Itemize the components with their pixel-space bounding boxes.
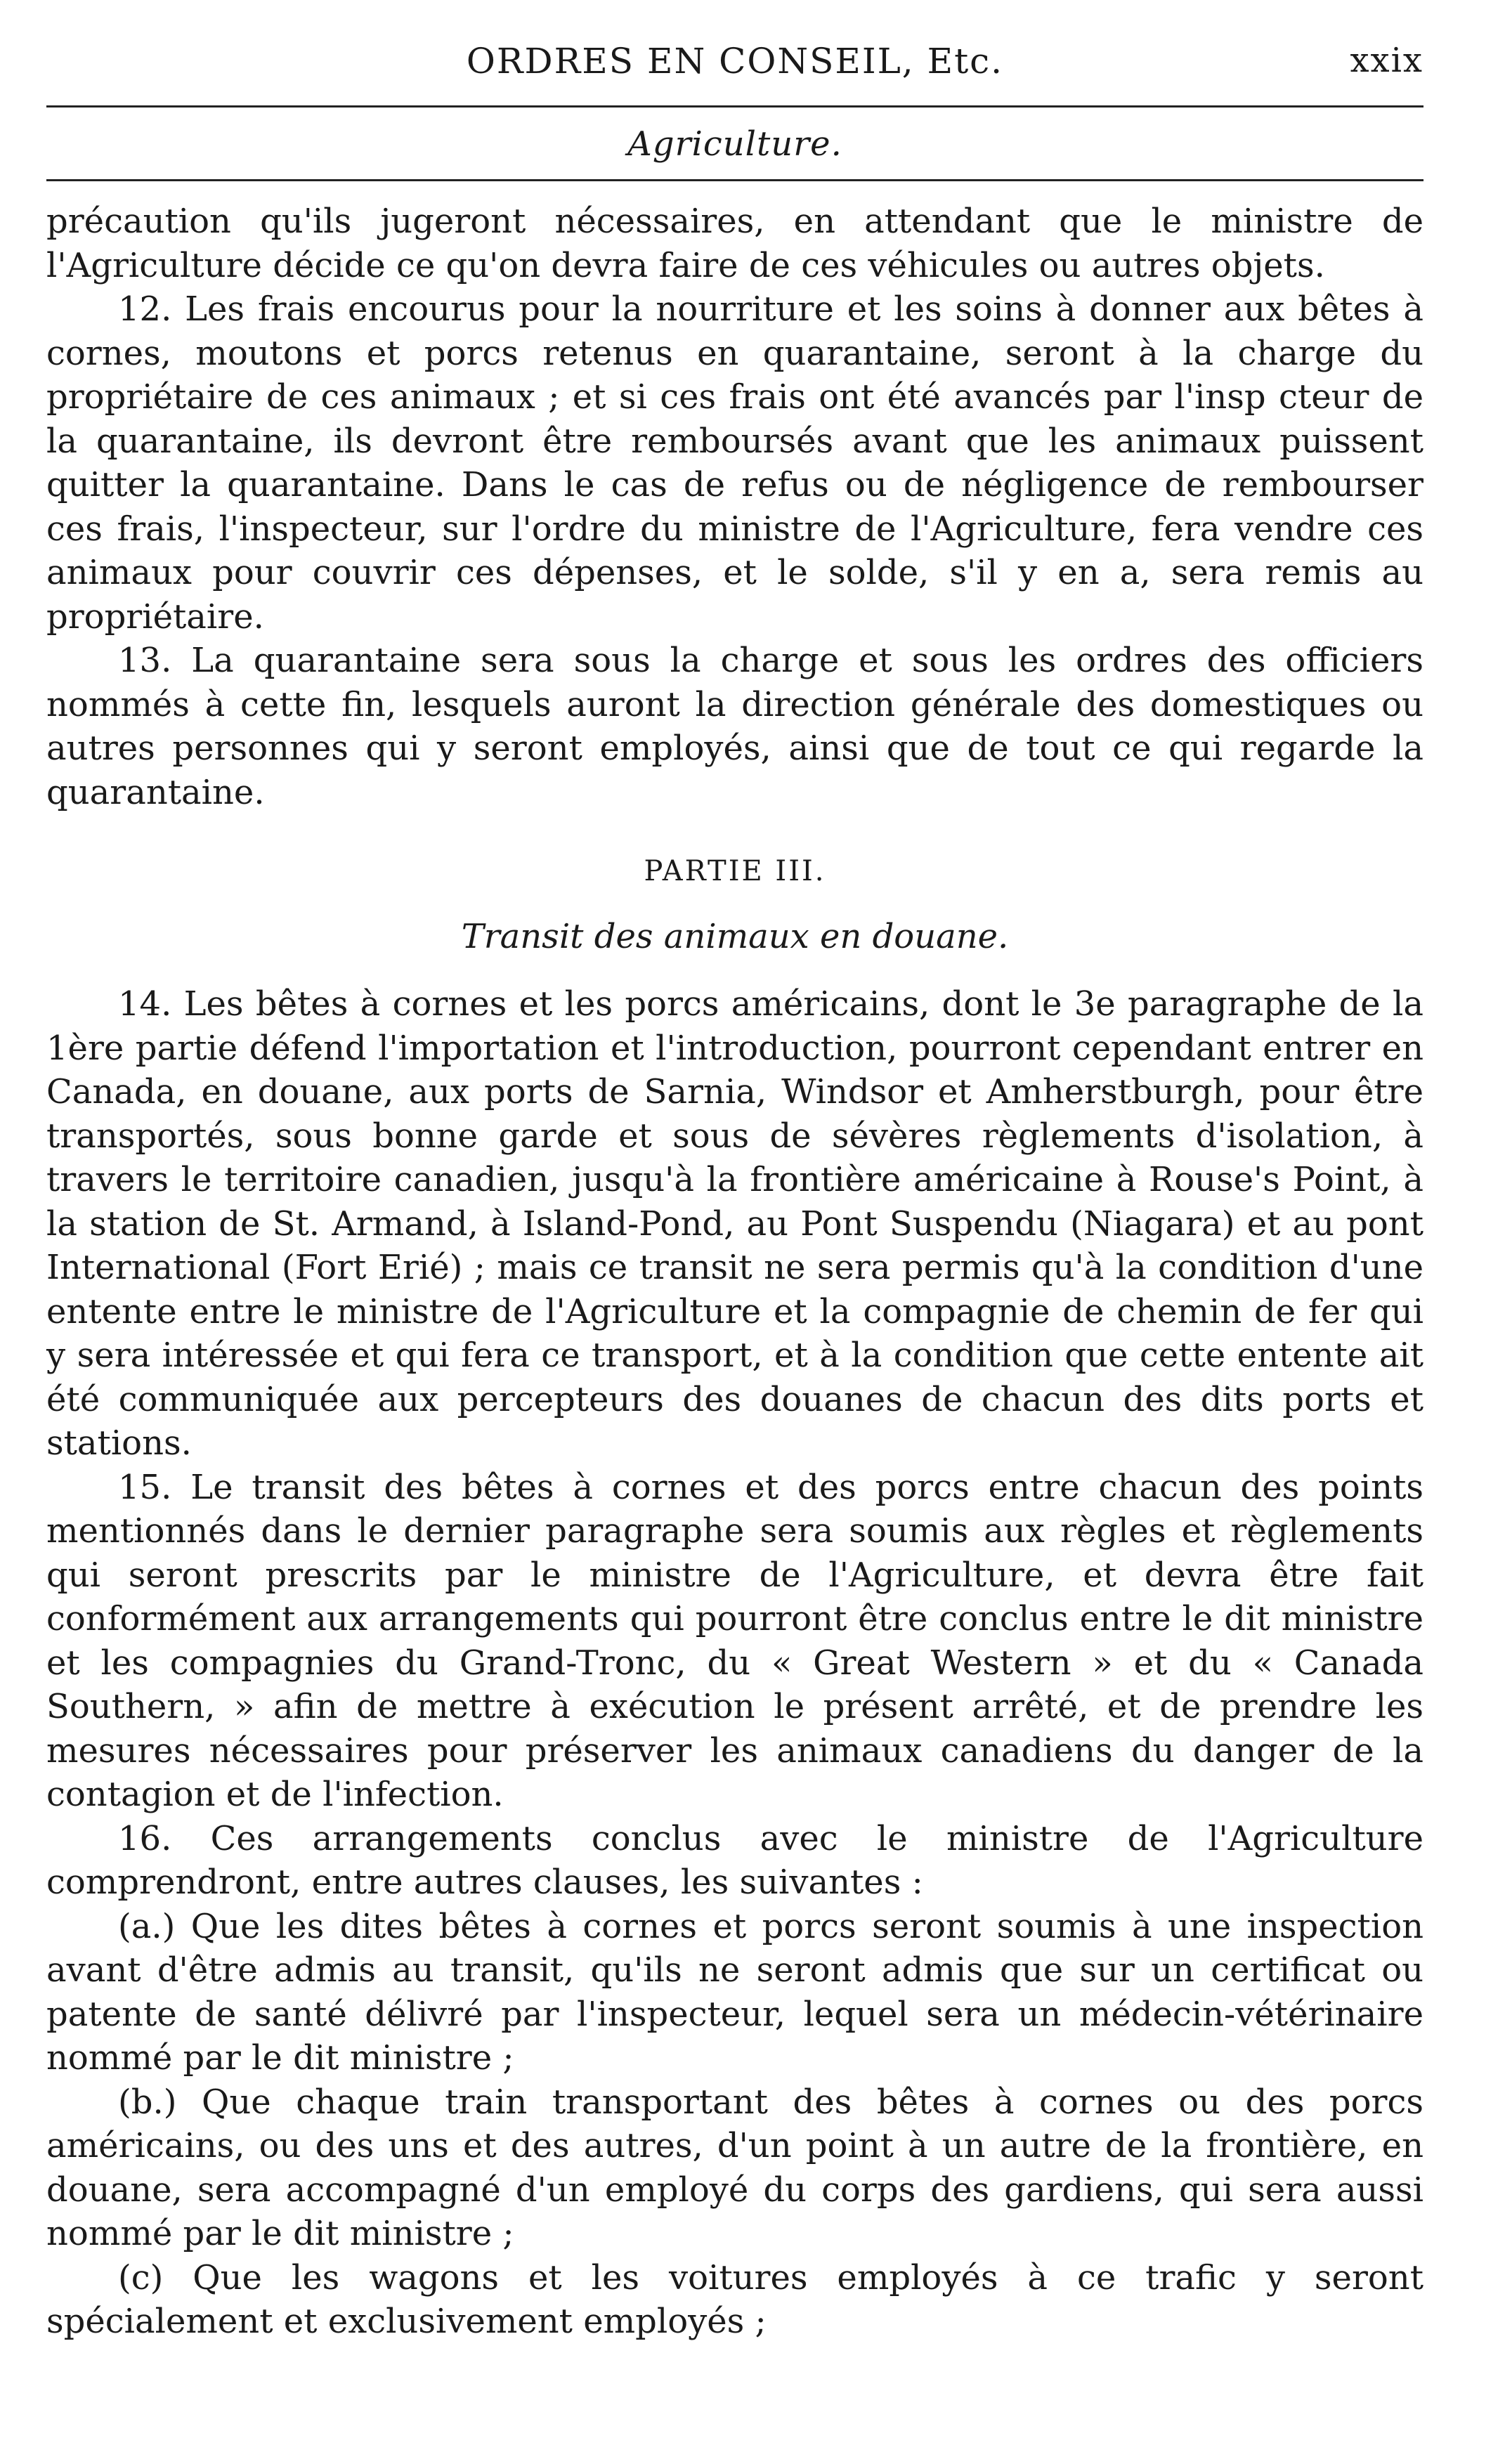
part-heading: PARTIE III.: [644, 855, 826, 887]
clause-a: (a.) Que les dites bêtes à cornes et porcs seront soumis à une inspection avant d'être admis au transit, qu'ils ne seront admis que sur un certificat ou patente de santé délivré par l'inspecteur, lequel sera un médecin-vétérinaire nommé par le dit ministre ;: [46, 1906, 1423, 2078]
body-text: [46, 200, 1423, 2344]
clause-c: (c) Que les wagons et les voitures employés à ce trafic y seront spécialement et exclusivement employés ;: [46, 2257, 1423, 2341]
header-rule-bottom: [46, 179, 1423, 181]
paragraph-15: 15. Le transit des bêtes à cornes et des porcs entre chacun des points mentionnés dans le dernier paragraphe sera soumis aux règles et règlements qui seront prescrits par le ministre de l'Agriculture, et devra être fait conformément aux arrangements qui pourront être conclus entre le dit ministre et les compagnies du Grand-Tronc, du « Great Western » et du « Canada Southern, » afin de mettre à exécution le présent arrêté, et de prendre les mesures nécessaires pour préserver les animaux canadiens du danger de la contagion et de l'infection.: [46, 1467, 1423, 1814]
paragraph-13: 13. La quarantaine sera sous la charge et sous les ordres des officiers nommés à cette fin, lesquels auront la direction générale des domestiques ou autres personnes qui y seront employés, ainsi que de tout ce qui regarde la quarantaine.: [46, 641, 1423, 812]
paragraph-14: 14. Les bêtes à cornes et les porcs américains, dont le 3e paragraphe de la 1ère partie défend l'importation et l'introduction, pourront cependant entrer en Canada, en douane, aux ports de Sarnia, Windsor et Amherstburgh, pour être transportés, sous bonne garde et sous de sévères règlements d'isolation, à travers le territoire canadien, jusqu'à la frontière américaine à Rouse's Point, à la station de St. Armand, à Island-Pond, au Pont Suspendu (Niagara) et au pont International (Fort Erié) ; mais ce transit ne sera permis qu'à la condition d'une entente entre le ministre de l'Agriculture et la compagnie de chemin de fer qui y sera intéressée et qui fera ce transport, et à la condition que cette entente ait été communiquée aux percepteurs des douanes de chacun des dits ports et stations.: [46, 984, 1423, 1463]
paragraph-16: 16. Ces arrangements conclus avec le ministre de l'Agriculture comprendront, entre autres clauses, les suivantes :: [46, 1818, 1423, 1902]
running-title: ORDRES EN CONSEIL, Etc.: [466, 41, 1004, 82]
part-subtitle: Transit des animaux en douane.: [461, 916, 1009, 956]
paragraph-12: 12. Les frais encourus pour la nourriture et les soins à donner aux bêtes à cornes, moutons et porcs retenus en quarantaine, seront à la charge du propriétaire de ces animaux ; et si ces frais ont été avancés par l'insp cteur de la quarantaine, ils devront être remboursés avant que les animaux puissent quitter la quarantaine. Dans le cas de refus ou de négligence de rembourser ces frais, l'inspecteur, sur l'ordre du ministre de l'Agriculture, fera vendre ces animaux pour couvrir ces dépenses, et le solde, s'il y en a, sera remis au propriétaire.: [46, 289, 1423, 637]
document-page: [46, 28, 1423, 2438]
clause-b: (b.) Que chaque train transportant des bêtes à cornes ou des porcs américains, ou des uns et des autres, d'un point à un autre de la frontière, en douane, sera accompagné d'un employé du corps des gardiens, qui sera aussi nommé par le dit ministre ;: [46, 2082, 1423, 2253]
page-number: xxix: [1350, 41, 1423, 80]
running-head: [46, 28, 1423, 105]
paragraph-continuation: précaution qu'ils jugeront nécessaires, en attendant que le ministre de l'Agriculture décide ce qu'on devra faire de ces véhicules ou autres objets.: [46, 202, 1423, 285]
section-head: Agriculture.: [627, 124, 842, 164]
